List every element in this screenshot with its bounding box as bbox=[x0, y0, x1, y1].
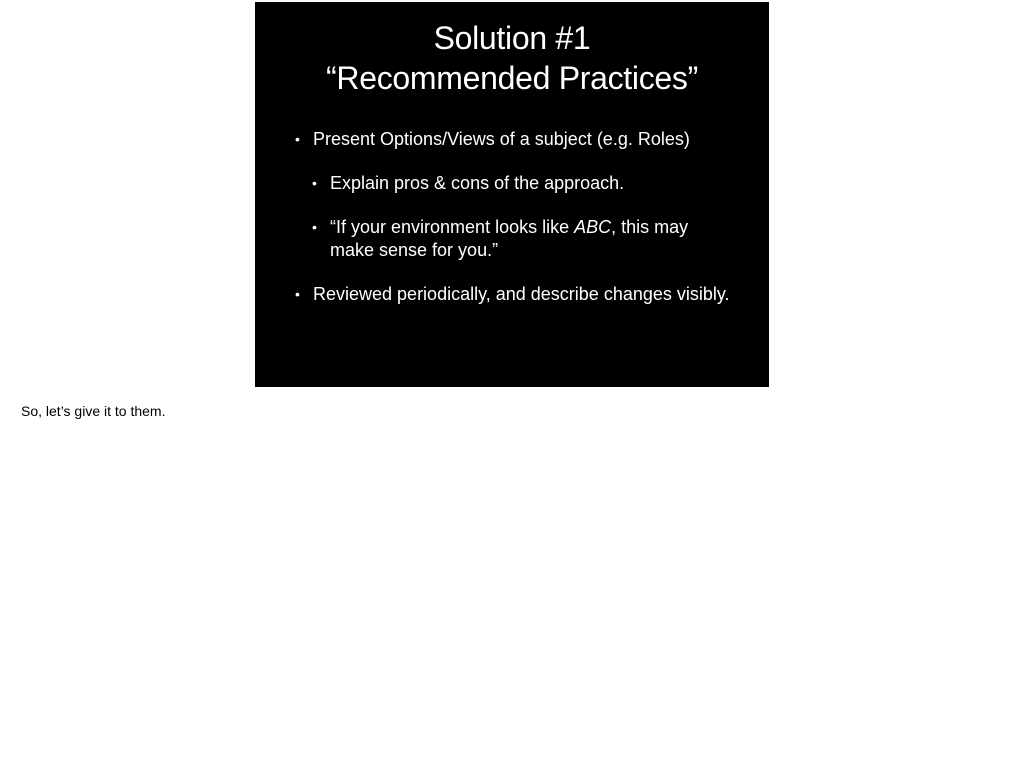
bullet-item bbox=[295, 128, 735, 151]
bullet-text-after: , this may make sense for you.” bbox=[330, 217, 689, 260]
bullet-text-before: “If your environment looks like bbox=[330, 217, 575, 237]
bullet-text bbox=[330, 217, 688, 260]
bullet-item bbox=[312, 216, 735, 262]
bullet-marker: • bbox=[295, 286, 300, 302]
slide-title-line-2: “Recommended Practices” bbox=[326, 60, 698, 96]
slide-title-line-1: Solution #1 bbox=[433, 20, 591, 56]
bullet-item bbox=[295, 283, 735, 306]
speaker-notes: So, let’s give it to them. bbox=[21, 403, 166, 419]
slide bbox=[255, 2, 769, 387]
slide-title bbox=[255, 18, 769, 98]
bullet-text: Explain pros & cons of the approach. bbox=[330, 173, 625, 193]
bullet-marker: • bbox=[295, 131, 300, 147]
bullet-text-italic: ABC bbox=[574, 217, 612, 237]
bullet-list bbox=[295, 128, 735, 327]
bullet-marker: • bbox=[312, 175, 317, 191]
bullet-text: Reviewed periodically, and describe changes visibly. bbox=[313, 284, 730, 304]
bullet-item bbox=[312, 172, 735, 195]
bullet-text: Present Options/Views of a subject (e.g. Roles) bbox=[313, 129, 690, 149]
bullet-marker: • bbox=[312, 219, 317, 235]
